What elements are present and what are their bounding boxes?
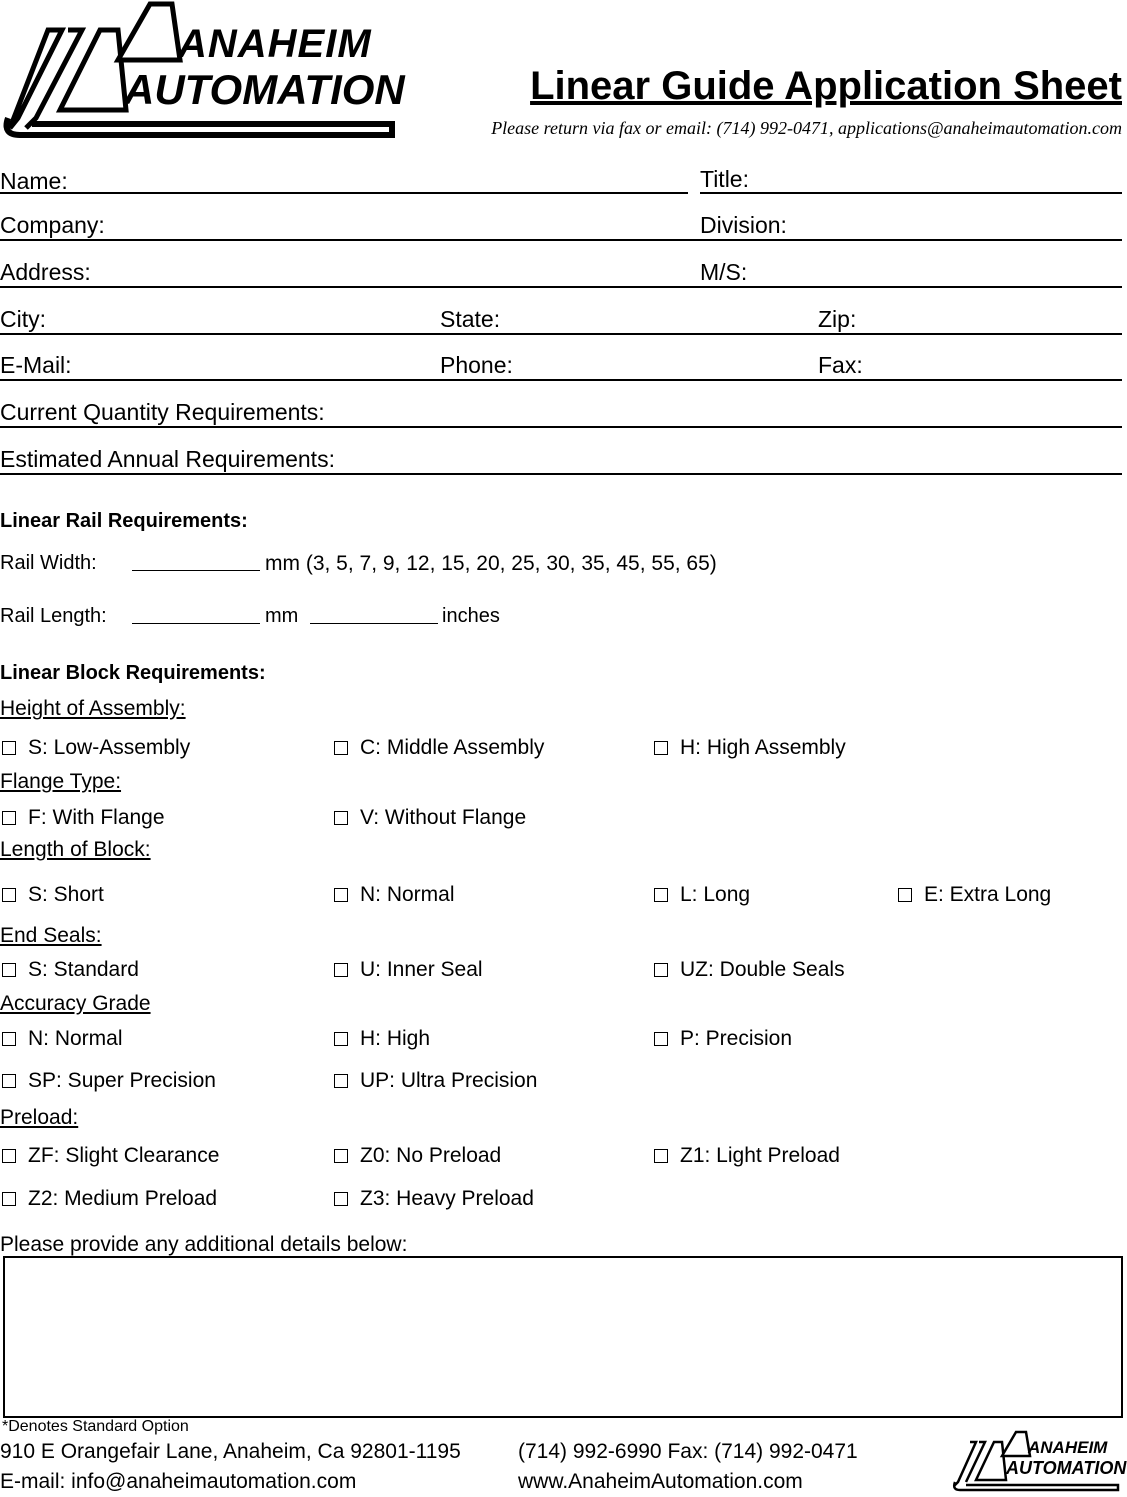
checkbox[interactable]: [898, 888, 912, 902]
city-field[interactable]: [0, 333, 1122, 335]
option-seals-s[interactable]: S: Standard: [2, 958, 139, 982]
checkbox[interactable]: [334, 1149, 348, 1163]
option-seals-u[interactable]: U: Inner Seal: [334, 958, 483, 982]
email-field[interactable]: [0, 379, 1122, 381]
rail-width-suffix: mm (3, 5, 7, 9, 12, 15, 20, 25, 30, 35, 45, 55, 65): [265, 552, 717, 575]
fax-label: Fax:: [818, 352, 863, 378]
checkbox[interactable]: [334, 963, 348, 977]
checkbox[interactable]: [654, 888, 668, 902]
rail-heading: Linear Rail Requirements:: [0, 510, 248, 532]
option-flange-f[interactable]: F: With Flange: [2, 806, 165, 830]
checkbox[interactable]: [2, 1149, 16, 1163]
checkbox[interactable]: [334, 1192, 348, 1206]
checkbox[interactable]: [654, 741, 668, 755]
option-length-n[interactable]: N: Normal: [334, 883, 455, 907]
rail-length-in-field[interactable]: [310, 623, 438, 624]
current-qty-label: Current Quantity Requirements:: [0, 399, 325, 425]
option-preload-z1[interactable]: Z1: Light Preload: [654, 1144, 840, 1168]
name-label: Name:: [0, 168, 68, 194]
rail-length-in-unit: inches: [442, 605, 500, 627]
details-textarea[interactable]: [3, 1256, 1123, 1418]
checkbox[interactable]: [334, 1032, 348, 1046]
option-preload-z0[interactable]: Z0: No Preload: [334, 1144, 501, 1168]
checkbox[interactable]: [654, 963, 668, 977]
rail-width-label: Rail Width:: [0, 552, 97, 574]
option-accuracy-sp[interactable]: SP: Super Precision: [2, 1069, 216, 1093]
footer-email: E-mail: info@anaheimautomation.com: [0, 1470, 357, 1493]
option-preload-z2[interactable]: Z2: Medium Preload: [2, 1187, 217, 1211]
height-label: Height of Assembly:: [0, 697, 186, 720]
rail-length-mm-field[interactable]: [132, 623, 260, 624]
logo-text-line2: AUTOMATION: [124, 66, 405, 113]
address-field[interactable]: [0, 286, 1122, 288]
page-title: Linear Guide Application Sheet: [530, 64, 1122, 108]
checkbox[interactable]: [2, 1192, 16, 1206]
company-label: Company:: [0, 212, 105, 238]
company-field[interactable]: [0, 239, 1122, 241]
footer-website[interactable]: www.AnaheimAutomation.com: [518, 1470, 803, 1493]
checkbox[interactable]: [2, 1074, 16, 1088]
checkbox[interactable]: [2, 888, 16, 902]
option-accuracy-up[interactable]: UP: Ultra Precision: [334, 1069, 537, 1093]
flange-label: Flange Type:: [0, 770, 122, 793]
name-field[interactable]: [0, 192, 688, 194]
details-label: Please provide any additional details below:: [0, 1233, 408, 1256]
title-field[interactable]: [700, 192, 1122, 194]
option-accuracy-n[interactable]: N: Normal: [2, 1027, 123, 1051]
option-preload-z3[interactable]: Z3: Heavy Preload: [334, 1187, 534, 1211]
accuracy-label: Accuracy Grade: [0, 992, 151, 1015]
option-height-c[interactable]: C: Middle Assembly: [334, 736, 544, 760]
state-label: State:: [440, 306, 501, 332]
option-preload-zf[interactable]: ZF: Slight Clearance: [2, 1144, 219, 1168]
checkbox[interactable]: [334, 741, 348, 755]
footer-logo-line1: ANAHEIM: [1028, 1438, 1108, 1457]
est-annual-field[interactable]: [0, 473, 1122, 475]
title-label: Title:: [700, 166, 749, 192]
rail-width-field[interactable]: [132, 570, 260, 571]
footer-logo: [952, 1430, 1127, 1492]
option-length-s[interactable]: S: Short: [2, 883, 104, 907]
length-label: Length of Block:: [0, 838, 151, 861]
option-seals-uz[interactable]: UZ: Double Seals: [654, 958, 845, 982]
checkbox[interactable]: [2, 963, 16, 977]
footer-address: 910 E Orangefair Lane, Anaheim, Ca 92801-1195: [0, 1440, 461, 1463]
page-subtitle: Please return via fax or email: (714) 992-0471, applications@anaheimautomation.com: [491, 118, 1122, 138]
checkbox[interactable]: [334, 888, 348, 902]
current-qty-field[interactable]: [0, 426, 1122, 428]
option-accuracy-p[interactable]: P: Precision: [654, 1027, 792, 1051]
checkbox[interactable]: [334, 811, 348, 825]
division-label: Division:: [700, 212, 787, 238]
checkbox[interactable]: [654, 1149, 668, 1163]
checkbox[interactable]: [2, 1032, 16, 1046]
rail-length-label: Rail Length:: [0, 605, 107, 627]
logo-text-line1: ANAHEIM: [178, 22, 372, 66]
option-length-e[interactable]: E: Extra Long: [898, 883, 1051, 907]
seals-label: End Seals:: [0, 924, 102, 947]
address-label: Address:: [0, 259, 91, 285]
company-logo: [0, 0, 405, 140]
option-length-l[interactable]: L: Long: [654, 883, 750, 907]
option-height-h[interactable]: H: High Assembly: [654, 736, 846, 760]
ms-label: M/S:: [700, 259, 748, 285]
footer-logo-line2: AUTOMATION: [1006, 1458, 1127, 1478]
rail-length-mm-unit: mm: [265, 605, 299, 627]
checkbox[interactable]: [334, 1074, 348, 1088]
footer-phone: (714) 992-6990 Fax: (714) 992-0471: [518, 1440, 858, 1463]
checkbox[interactable]: [2, 741, 16, 755]
email-label: E-Mail:: [0, 352, 72, 378]
preload-label: Preload:: [0, 1106, 79, 1129]
block-heading: Linear Block Requirements:: [0, 662, 266, 684]
checkbox[interactable]: [2, 811, 16, 825]
zip-label: Zip:: [818, 306, 857, 332]
standard-option-note: *Denotes Standard Option: [2, 1418, 189, 1435]
checkbox[interactable]: [654, 1032, 668, 1046]
phone-label: Phone:: [440, 352, 513, 378]
city-label: City:: [0, 306, 46, 332]
est-annual-label: Estimated Annual Requirements:: [0, 446, 335, 472]
option-height-s[interactable]: S: Low-Assembly: [2, 736, 190, 760]
option-accuracy-h[interactable]: H: High: [334, 1027, 430, 1051]
option-flange-v[interactable]: V: Without Flange: [334, 806, 526, 830]
